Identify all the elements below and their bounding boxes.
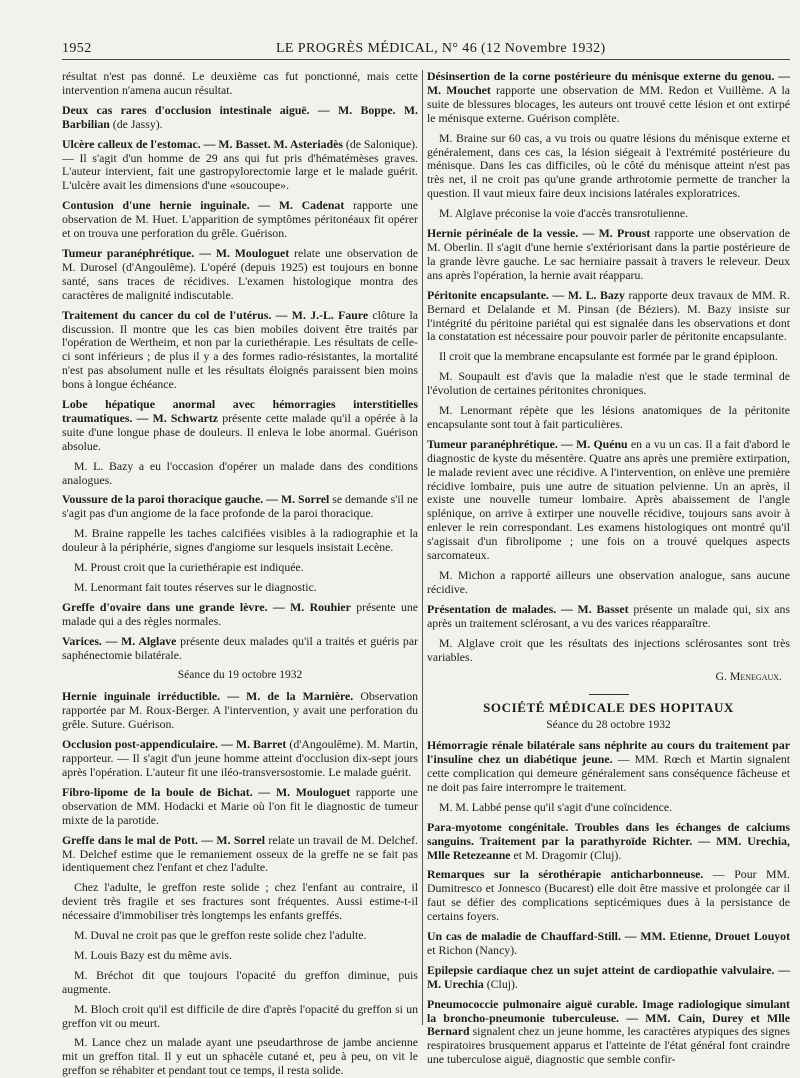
paragraph-text: M. Louis Bazy est du même avis. xyxy=(74,947,232,962)
paragraph-text: M. Proust croit que la curiethérapie est indiquée. xyxy=(74,560,304,575)
comment-paragraph xyxy=(427,207,790,221)
section-rule xyxy=(589,694,629,695)
article-paragraph xyxy=(62,138,418,194)
comment-paragraph xyxy=(427,569,790,597)
paragraph-text: rapporte une observation de M. Oberlin. Il s'agit d'une hernie s'extériorisant dans la partie postérieure de la grande lèvre gauche. Le sac herniaire passait à travers le releveur. Deux ans après l'opération, la hernie avait réapparu. xyxy=(427,226,790,282)
article-heading: Para-myotome congénitale. Troubles dans les échanges de calciums sanguins. Traitement par la parathyroïde Richter. — MM. Urechia, Mlle Retezeanne xyxy=(427,819,790,862)
paragraph-text: (d'Angoulême). M. Martin, rapporteur. — Il s'agit d'un jeune homme atteint d'occlusion dix-sept jours après l'opération. L'auteur fit une iléo-transversostomie. Le malade guérit. xyxy=(62,737,419,779)
paragraph-text: relate un travail de M. Delchef. M. Delchef estime que le remaniement osseux de la greffe ne se fait pas identiquement chez l'enfant et chez l'adulte. xyxy=(62,832,418,875)
paragraph-text: Chez l'adulte, le greffon reste solide ; chez l'enfant au contraire, il devient très fragile et ses fractures sont fréquentes. Aussi estime-t-il nécessaire d'immobiliser très longtemps les enfants greffés. xyxy=(62,880,418,923)
paragraph-text: M. L. Bazy a eu l'occasion d'opérer un malade dans des conditions analogues. xyxy=(62,458,418,487)
section-title: SOCIÉTÉ MÉDICALE DES HOPITAUX xyxy=(483,700,734,716)
comment-paragraph xyxy=(62,929,418,943)
paragraph-text: (de Salonique). — Il s'agit d'un homme de 29 ans qui fut pris d'hématémèses graves. L'auteur intervient, fait une gastropylorectomie large et le malade guérit. L'ulcère avait les dimensions d'une «soucoupe». xyxy=(62,136,418,193)
paragraph-text: M. Lance chez un malade ayant une pseudarthrose de jambe ancienne mit un greffon tital. Il y eut un sphacèle cutané et, peu à peu, on vit le greffon se réhabiter et pendant tout ce temps, il resta solide. xyxy=(62,1035,418,1078)
paragraph-text: et Richon (Nancy). xyxy=(427,942,518,957)
paragraph-text: — Pour MM. Dumitresco et Jonnesco (Bucarest) elle doit être massive et prolongée car il faut se défier des complications septicémiques dues à la persistance de certains foyers. xyxy=(427,867,790,924)
paragraph-text: — MM. Rœch et Martin signalent cette complication qui demeure généralement sans conséquence fâcheuse et ne doit pas faire interrompre le traitement. xyxy=(427,752,790,794)
paragraph-text: signalent chez un jeune homme, les caractères atypiques des signes respiratoires brusquement apparus et l'atteinte de l'état général font craindre une tuberculose aiguë, diagnostic que semble confir- xyxy=(427,1024,790,1067)
comment-paragraph xyxy=(62,460,418,488)
paragraph-text: rapporte une observation de MM. Redon et Vuillème. A la suite de blessures blocages, les auteurs ont trouvé cette lésion et ont extirpé le ménisque externe. Guérison complète. xyxy=(427,82,790,125)
right-column xyxy=(427,69,790,1067)
comment-paragraph xyxy=(62,527,418,555)
paragraph-text: M. Braine rappelle les taches calcifiées visibles à la radiographie et la douleur à la périphérie, signes d'angiome sur lesquels insistait Lecène. xyxy=(62,526,418,555)
article-heading: Un cas de maladie de Chauffard-Still. — MM. Etienne, Drouet Louyot xyxy=(427,929,790,944)
article-paragraph xyxy=(62,309,418,392)
paragraph-text: M. Alglave croit que les résultats des injections sclérosantes sont très variables. xyxy=(427,635,790,664)
article-paragraph xyxy=(427,739,790,795)
comment-paragraph xyxy=(62,1036,418,1078)
article-heading: Occlusion post-appendiculaire. — M. Barret xyxy=(62,737,287,752)
comment-paragraph xyxy=(427,637,790,665)
article-paragraph xyxy=(427,930,790,958)
article-heading: Péritonite encapsulante. — M. L. Bazy xyxy=(427,287,625,302)
article-paragraph xyxy=(62,690,418,732)
comment-paragraph xyxy=(427,404,790,432)
paragraph-text: présente un malade qui, six ans après un traitement sclérosant, a vu des varices réapparaître. xyxy=(427,601,790,630)
paragraph-text: présente une malade qui a des règles normales. xyxy=(62,599,419,628)
paragraph-text: M. Braine sur 60 cas, a vu trois ou quatre lésions du ménisque externe et généralement, dans ces cas, la lésion siégeait à l'extrémité postérieure du ménisque. Dans les cas difficiles, où le côté du ménisque atteint n'est pas très net, il ne croit pas qu'une grande arthrotomie permette de trancher la question. Il vaut mieux faire deux incisions latérales exploratrices. xyxy=(427,130,790,201)
comment-paragraph xyxy=(62,561,418,575)
journal-title: LE PROGRÈS MÉDICAL, N° 46 (12 Novembre 1932) xyxy=(275,41,606,56)
paragraph-text: en a vu un cas. Il a fait d'abord le diagnostic de kyste du mésentère. Quatre ans après une première extirpation, le malade revient avec une récidive. A l'intervention, on enlève une première récidive lombaire, puis une autre de situation pelvienne. Un an après, il existe une nouvelle tumeur lombaire. Après abaissement de l'angle splénique, on arrive à extirper une nouvelle récidive, toujours sans avoir à enlever le rein correspondant. Les examens histologiques ont montré qu'il s'agissait d'un fibrolipome ; une fois on a trouvé quelques aspects sarcomateux. xyxy=(427,436,790,563)
paragraph-text: M. Duval ne croit pas que le greffon reste solide chez l'adulte. xyxy=(74,928,367,943)
article-paragraph xyxy=(427,603,790,631)
article-heading: Traitement du cancer du col de l'utérus. — M. J.-L. Faure xyxy=(62,307,369,322)
paragraph-text: M. Soupault est d'avis que la maladie n'est que le stade terminal de l'évolution de certaines péritonites chroniques. xyxy=(427,369,790,398)
column-divider xyxy=(422,70,423,1025)
comment-paragraph xyxy=(427,132,790,202)
article-heading: Epilepsie cardiaque chez un sujet atteint de cardiopathie valvulaire. — M. Urechia xyxy=(427,962,790,991)
paragraph-text: présente cette malade qu'il a opérée à la suite d'une longue phase de douleurs. Il enleva le lobe anormal. Guérison absolue. xyxy=(62,410,418,453)
paragraph-text: rapporte une observation de MM. Hodacki et Marie où l'on fit le diagnostic de tumeur mixte de la parotide. xyxy=(62,784,418,827)
article-paragraph xyxy=(62,834,418,876)
paragraph-text: M. Bréchot dit que toujours l'opacité du greffon diminue, puis augmente. xyxy=(62,967,418,996)
article-heading: Greffe dans le mal de Pott. — M. Sorrel xyxy=(62,832,266,847)
comment-paragraph xyxy=(427,350,790,364)
article-heading: Tumeur paranéphrétique. — M. Quénu xyxy=(427,436,628,451)
page-number: 1952 xyxy=(62,41,92,56)
article-paragraph xyxy=(62,601,418,629)
comment-paragraph xyxy=(62,581,418,595)
paragraph-text: rapporte deux travaux de MM. R. Bernard et Delalande et M. Pinsan (de Béziers). M. Bazy insiste sur l'intégrité du péritoine pariétal qui est signalée dans les observations et dont la constatation est nécessaire pour pouvoir parler de péritonite encapsulante. xyxy=(427,287,790,344)
article-heading: Voussure de la paroi thoracique gauche. — M. Sorrel xyxy=(62,492,330,507)
paragraph-text: M. Lenormant fait toutes réserves sur le diagnostic. xyxy=(74,580,317,594)
comment-paragraph xyxy=(62,949,418,963)
paragraph-text: M. Lenormant répète que les lésions anatomiques de la péritonite encapsulante sont tout à fait particulières. xyxy=(427,403,790,431)
article-heading: Ulcère calleux de l'estomac. — M. Basset. M. Asteriadès xyxy=(62,136,343,151)
paragraph-text: relate une observation de M. Durosel (d'Angoulême). L'opéré (depuis 1925) est toujours en bonne santé, sans traces de récidives. L'examen histologique montra des caractères de malignité indiscutable. xyxy=(62,245,418,302)
article-heading: Pneumococcie pulmonaire aiguë curable. Image radiologique simulant la broncho-pneumonie tuberculeuse. — MM. Cain, Durey et Mlle Bernard xyxy=(427,996,790,1039)
paragraph-text: et M. Dragomir (Cluj). xyxy=(510,847,622,862)
article-heading: Lobe hépatique anormal avec hémorragies interstitielles traumatiques. — M. Schwartz xyxy=(62,397,418,425)
page-header xyxy=(62,37,790,60)
comment-paragraph xyxy=(427,370,790,398)
paragraph-text: se demande s'il ne s'agit pas d'un angiome de la face profonde de la paroi thoracique. xyxy=(62,492,418,521)
paragraph-text: (de Jassy). xyxy=(109,116,163,131)
article-heading: Hernie inguinale irréductible. — M. de la Marnière. xyxy=(62,689,354,704)
article-heading: Remarques sur la sérothérapie anticharbonneuse. xyxy=(427,867,704,882)
paragraph-text: Observation rapportée par M. Roux-Berger. A l'intervention, y avait une perforation du grêle. Suture. Guérison. xyxy=(62,689,418,732)
comment-paragraph xyxy=(62,1003,418,1031)
paragraph-text: M. M. Labbé pense qu'il s'agit d'une coïncidence. xyxy=(439,799,673,814)
paragraph-text: rapporte une observation de M. Huet. L'apparition de symptômes péritonéaux fit opérer et on trouva une perforation du grêle. Guérison. xyxy=(62,198,418,241)
session-date: Séance du 28 octobre 1932 xyxy=(546,719,671,732)
article-paragraph xyxy=(62,635,418,663)
article-heading: Hernie périnéale de la vessie. — M. Proust xyxy=(427,226,651,241)
paragraph-text: M. Bloch croit qu'il est difficile de dire d'après l'opacité du greffon si un greffon vit ou meurt. xyxy=(62,1001,418,1030)
paragraph-text: M. Alglave préconise la voie d'accès transrotulienne. xyxy=(439,206,689,221)
paragraph-text: Il croit que la membrane encapsulante est formée par le grand épiploon. xyxy=(439,349,778,364)
left-column xyxy=(62,69,419,1078)
article-heading: Tumeur paranéphrétique. — M. Mouloguet xyxy=(62,245,290,260)
comment-paragraph xyxy=(62,70,418,98)
paragraph-text: clôture la discussion. Il montre que les cas bien mobiles doivent être traités par l'opération de Wertheim, et non par la curiethérapie. Les résultats de celle-ci sont inférieurs ; de plus il y a des formes radio-résistantes, la mortalité n'est pas absolument nulle et les résultats éloignés paraissent bien moins bons à longue échéance. xyxy=(62,307,418,392)
article-heading: Hémorragie rénale bilatérale sans néphrite au cours du traitement par l'insuline chez un diabétique jeune. xyxy=(427,738,790,767)
article-heading: Varices. — M. Alglave xyxy=(62,633,177,648)
article-paragraph xyxy=(427,438,790,563)
article-heading: Greffe d'ovaire dans une grande lèvre. — M. Rouhier xyxy=(62,599,351,614)
article-paragraph xyxy=(427,964,790,992)
article-heading: Deux cas rares d'occlusion intestinale aiguë. — M. Boppe. M. Barbilian xyxy=(62,102,418,131)
article-paragraph xyxy=(427,821,790,863)
article-paragraph xyxy=(62,247,418,303)
paragraph-text: M. Michon a rapporté ailleurs une observation analogue, sans aucune récidive. xyxy=(427,568,790,596)
article-heading: Désinsertion de la corne postérieure du ménisque externe du genou. — M. Mouchet xyxy=(427,69,790,97)
article-paragraph xyxy=(427,70,790,126)
paragraph-text: présente deux malades qu'il a traités et guéris par saphénectomie bilatérale. xyxy=(62,633,418,662)
article-paragraph xyxy=(62,199,418,241)
article-paragraph xyxy=(62,786,418,828)
article-paragraph xyxy=(427,868,790,924)
paragraph-text: (Cluj). xyxy=(483,976,518,991)
article-paragraph xyxy=(62,738,418,780)
article-paragraph xyxy=(427,289,790,345)
session-date: Séance du 19 octobre 1932 xyxy=(177,668,303,681)
article-paragraph xyxy=(62,398,418,454)
article-paragraph xyxy=(62,104,418,132)
author-signature: G. Menegaux. xyxy=(715,669,782,684)
comment-paragraph xyxy=(62,969,418,997)
comment-paragraph xyxy=(62,881,418,923)
article-paragraph xyxy=(62,493,418,521)
article-heading: Présentation de malades. — M. Basset xyxy=(427,601,629,616)
article-paragraph xyxy=(427,998,790,1068)
article-heading: Fibro-lipome de la boule de Bichat. — M. Mouloguet xyxy=(62,784,351,799)
article-heading: Contusion d'une hernie inguinale. — M. Cadenat xyxy=(62,198,345,213)
paragraph-text: résultat n'est pas donné. Le deuxième cas fut ponctionné, mais cette intervention n'amena aucun résultat. xyxy=(62,69,418,97)
article-paragraph xyxy=(427,227,790,283)
comment-paragraph xyxy=(427,801,790,815)
